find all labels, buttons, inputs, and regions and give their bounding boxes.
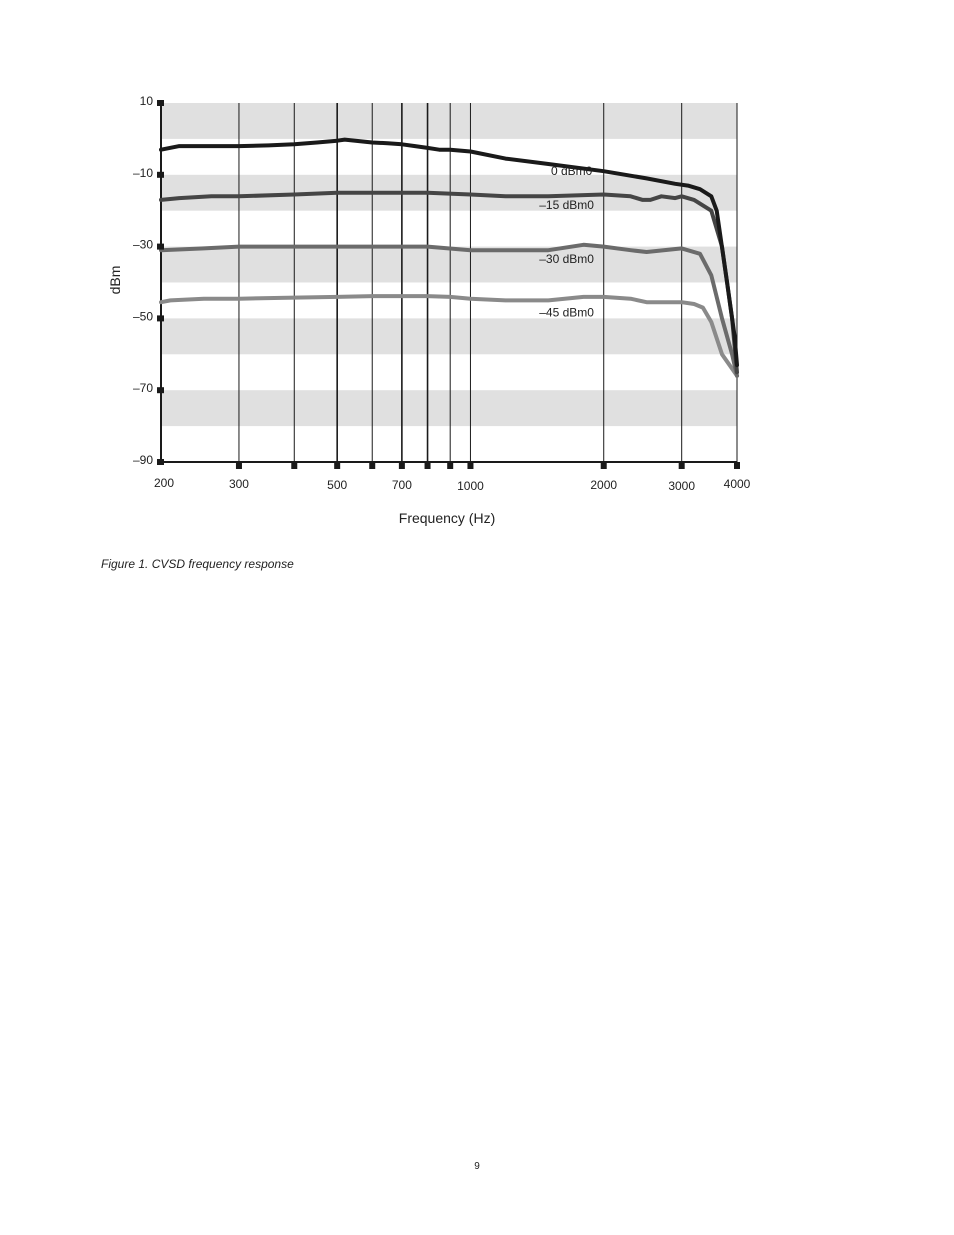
curve-label: –15 dBm0: [539, 197, 594, 212]
x-tick-mark: [467, 462, 473, 469]
x-tick-mark: [601, 462, 607, 469]
curve-label: –30 dBm0: [539, 251, 594, 266]
curve-label: 0 dBm0: [550, 163, 593, 178]
y-tick-label: –90: [132, 453, 153, 467]
y-tick-label: –70: [132, 381, 153, 396]
x-tick-mark: [334, 462, 340, 469]
y-tick-mark: [157, 244, 164, 250]
y-tick-mark: [157, 100, 164, 106]
y-tick-label: –10: [132, 165, 153, 180]
band: [161, 390, 737, 426]
x-tick-mark: [447, 462, 453, 469]
x-axis-ticks: [154, 462, 751, 493]
x-tick-label: 200: [153, 476, 175, 490]
y-tick-mark: [157, 459, 164, 465]
x-tick-mark: [399, 462, 405, 469]
x-tick-mark: [369, 462, 375, 469]
y-tick-mark: [157, 387, 164, 393]
page-number: 9: [474, 1161, 480, 1172]
x-tick-mark: [236, 462, 242, 469]
x-tick-label: 500: [327, 478, 348, 492]
x-tick-label: 3000: [668, 479, 696, 493]
x-tick-label: 1000: [457, 479, 484, 493]
y-tick-mark: [157, 172, 164, 178]
x-tick-label: 2000: [590, 478, 618, 492]
y-tick-mark: [157, 315, 164, 321]
frequency-response-chart: [0, 0, 954, 600]
x-tick-label: 300: [228, 477, 249, 491]
x-tick-mark: [291, 462, 297, 469]
curve-label: –45 dBm0: [539, 305, 594, 320]
x-axis-title: Frequency (Hz): [398, 510, 496, 526]
x-tick-label: 4000: [723, 477, 751, 491]
y-axis-title: dBm: [107, 265, 123, 295]
y-tick-label: –30: [132, 237, 153, 252]
y-tick-label: 10: [139, 94, 153, 108]
band: [161, 318, 737, 354]
x-tick-mark: [679, 462, 685, 469]
x-tick-label: 700: [391, 478, 412, 492]
figure-caption: Figure 1. CVSD frequency response: [101, 557, 294, 571]
band: [161, 103, 737, 139]
y-tick-label: –50: [132, 309, 153, 324]
x-tick-mark: [425, 462, 431, 469]
x-tick-mark: [734, 462, 740, 469]
